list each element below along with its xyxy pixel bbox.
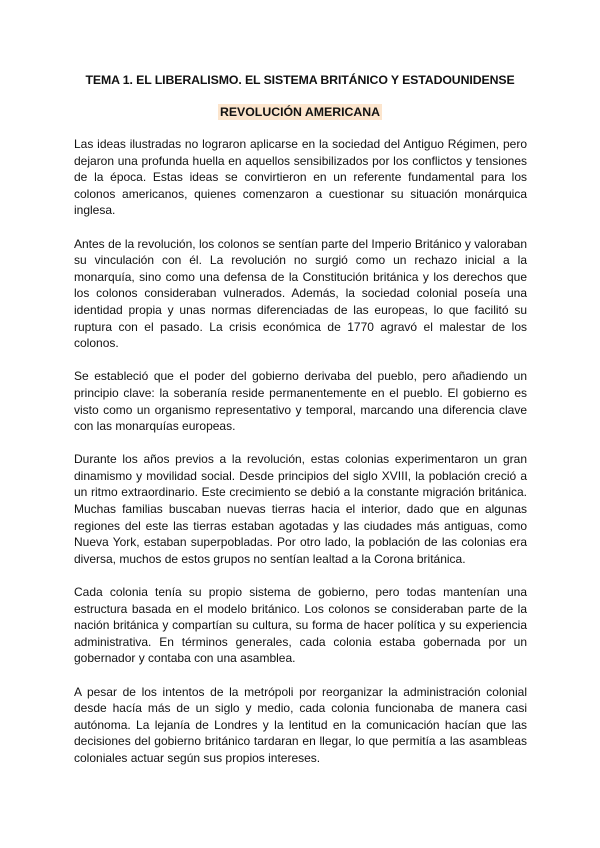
paragraph-5: Cada colonia tenía su propio sistema de gobierno, pero todas mantenían una estructura basada en el modelo británico. Los colonos se consideraban parte de la nación británica y compartían su cultura, su forma de hacer política y su experiencia administrativa. En términos generales, cada colonia estaba gobernada por un gobernador y contaba con una asamblea. — [74, 585, 527, 666]
paragraph-3: Se estableció que el poder del gobierno derivaba del pueblo, pero añadiendo un principio clave: la soberanía reside permanentemente en el pueblo. El gobierno es visto como un organismo representativo y temporal, marcando una diferencia clave con las monarquías europeas. — [74, 369, 527, 434]
paragraph-2: Antes de la revolución, los colonos se sentían parte del Imperio Británico y valoraban su vinculación con él. La revolución no surgió como un rechazo inicial a la monarquía, sino como una defensa de la Constitución británica y los derechos que los colonos consideraban vulnerados. Además, la sociedad colonial poseía una identidad propia y unas normas diferenciadas de las europeas, lo que facilitó su ruptura con el pasado. La crisis económica de 1770 agravó el malestar de los colonos. — [74, 236, 527, 351]
document-body — [74, 136, 527, 783]
paragraph-6: A pesar de los intentos de la metrópoli por reorganizar la administración colonial desde hacía más de un siglo y medio, cada colonia funcionaba de manera casi autónoma. La lejanía de Londres y la lentitud en la comunicación hacían que las decisiones del gobierno británico tardaran en llegar, lo que permitía a las asambleas coloniales actuar según sus propios intereses. — [74, 684, 527, 765]
paragraph-1: Las ideas ilustradas no lograron aplicarse en la sociedad del Antiguo Régimen, pero dejaron una profunda huella en aquellos sensibilizados por los conflictos y tensiones de la época. Estas ideas se convirtieron en un referente fundamental para los colonos americanos, quienes comenzaron a cuestionar su situación monárquica inglesa. — [74, 137, 527, 218]
section-heading: REVOLUCIÓN AMERICANA — [219, 105, 381, 119]
paragraph-4: Durante los años previos a la revolución, estas colonias experimentaron un gran dinamismo y movilidad social. Desde principios del siglo XVIII, la población creció a un ritmo extraordinario. Este crecimiento se debió a la constante migración británica. Muchas familias buscaban nuevas tierras hacia el interior, dado que en algunas regiones del este las tierras estaban agotadas y las ciudades más antiguas, como Nueva York, estaban superpobladas. Por otro lado, la población de las colonias era diversa, muchos de estos grupos no sentían lealtad a la Corona británica. — [74, 452, 527, 566]
section-heading-wrapper — [0, 103, 600, 121]
document-title: TEMA 1. EL LIBERALISMO. EL SISTEMA BRITÁNICO Y ESTADOUNIDENSE — [85, 73, 515, 87]
